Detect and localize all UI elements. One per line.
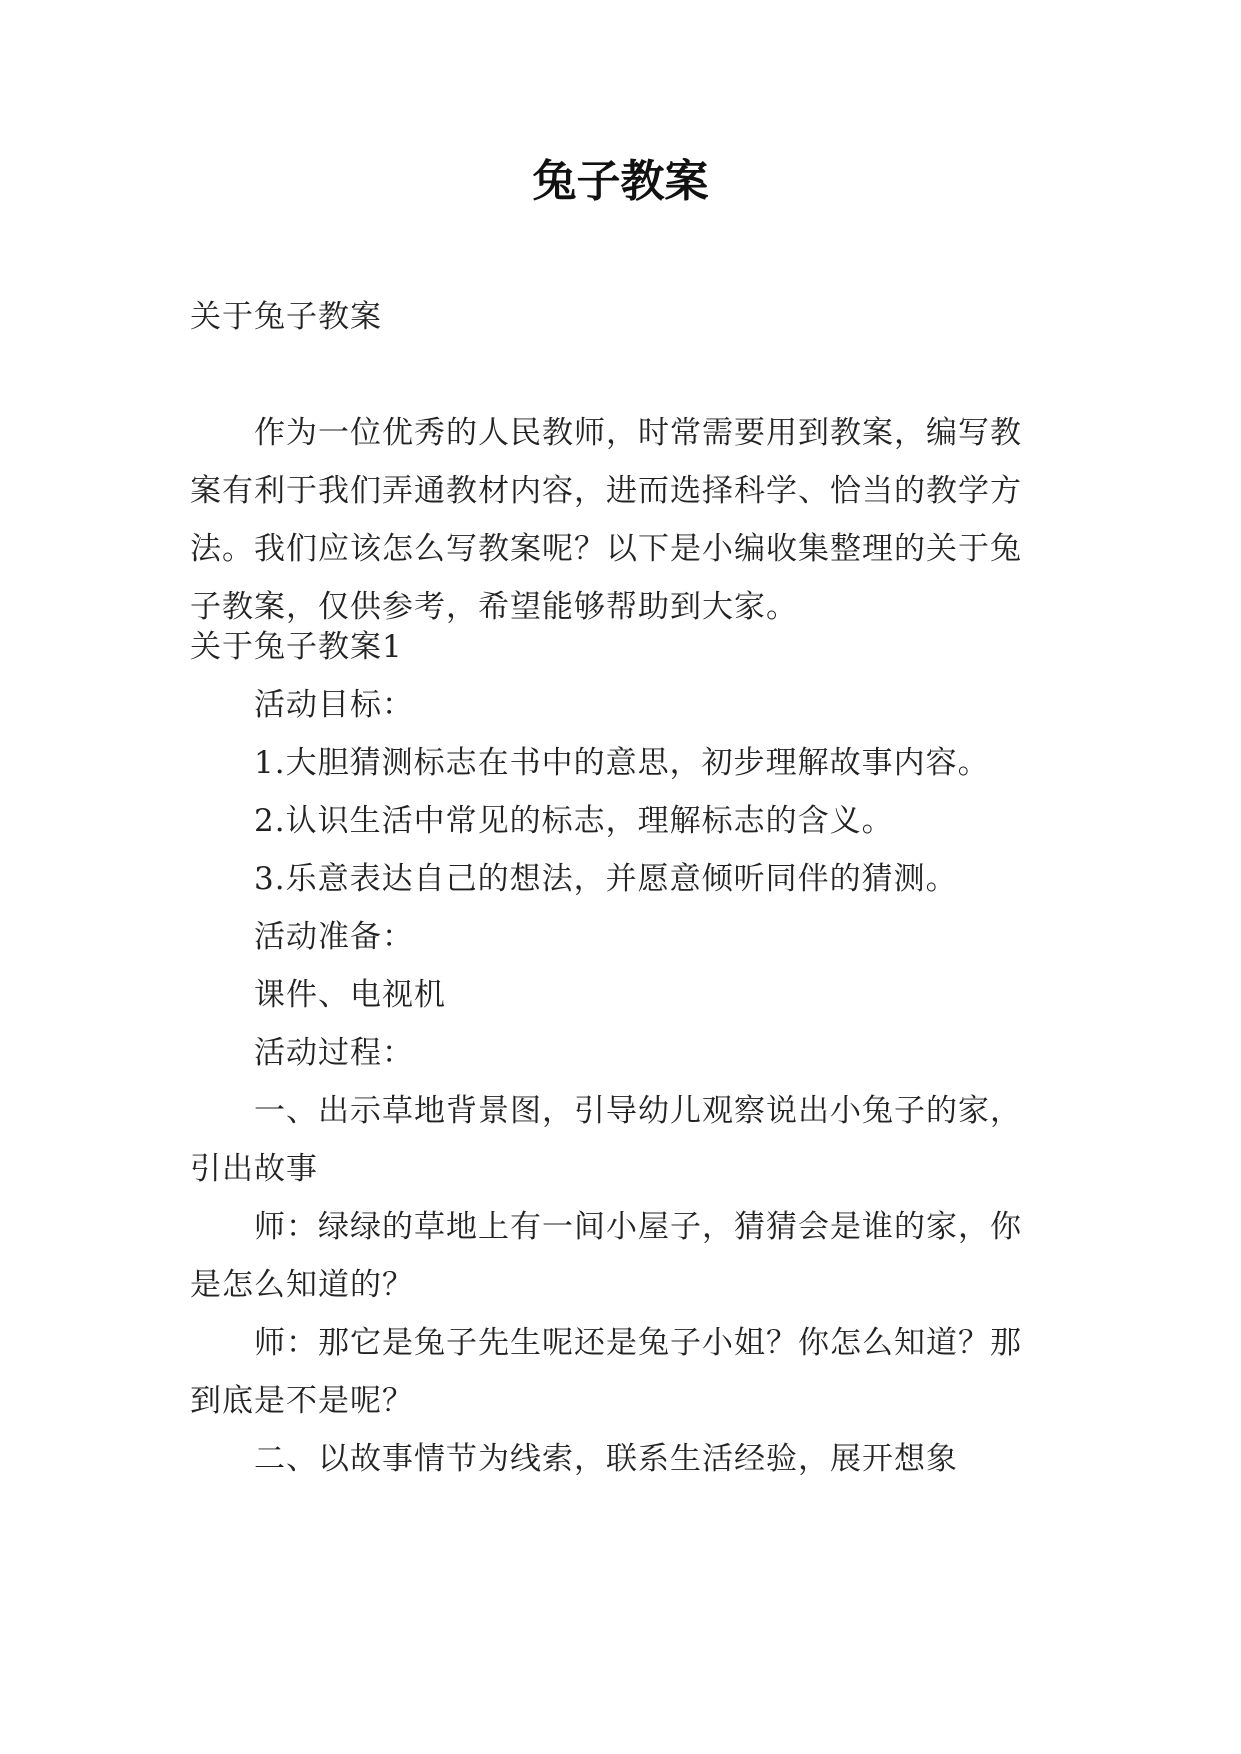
paragraph: 活动目标： xyxy=(254,687,414,723)
paragraph: 1.大胆猜测标志在书中的意思，初步理解故事内容。 xyxy=(254,745,990,781)
paragraph: 师：绿绿的草地上有一间小屋子，猜猜会是谁的家，你是怎么知道的？ xyxy=(190,1209,1022,1303)
section-1 xyxy=(190,618,1052,1488)
paragraph: 3.乐意表达自己的想法，并愿意倾听同伴的猜测。 xyxy=(254,861,958,897)
paragraph: 活动过程： xyxy=(254,1035,414,1071)
paragraph: 师：那它是兔子先生呢还是兔子小姐？你怎么知道？那到底是不是呢？ xyxy=(190,1325,1022,1419)
document-title: 兔子教案 xyxy=(532,156,709,207)
document-subtitle xyxy=(190,288,1052,346)
subtitle-text: 关于兔子教案 xyxy=(190,299,382,335)
intro-paragraph: 作为一位优秀的人民教师，时常需要用到教案，编写教案有利于我们弄通教材内容，进而选择科学、恰当的教学方法。我们应该怎么写教案呢？以下是小编收集整理的关于兔子教案，仅供参考，希望能够帮助到大家。 xyxy=(190,415,1022,625)
paragraph: 活动准备： xyxy=(254,919,414,955)
paragraph: 一、出示草地背景图，引导幼儿观察说出小兔子的家，引出故事 xyxy=(190,1093,1022,1187)
paragraph: 课件、电视机 xyxy=(254,977,446,1013)
paragraph: 2.认识生活中常见的标志，理解标志的含义。 xyxy=(254,803,894,839)
section-heading: 关于兔子教案1 xyxy=(190,629,403,665)
intro-section xyxy=(190,404,1052,636)
paragraph: 二、以故事情节为线索，联系生活经验，展开想象 xyxy=(254,1441,958,1477)
